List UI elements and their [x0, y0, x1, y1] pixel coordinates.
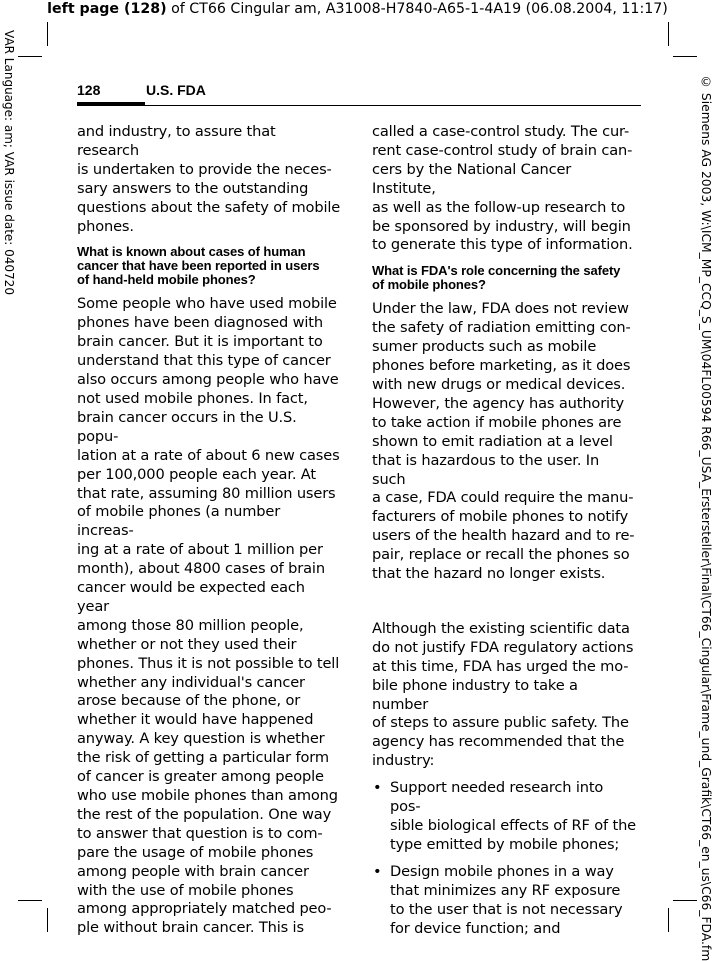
- left-column: [77, 123, 341, 938]
- subheading: What is FDA's role concerning the safety of mobile phones?: [372, 263, 621, 293]
- section-title: U.S. FDA: [146, 82, 206, 98]
- body-paragraph: Although the existing scientific data do not justify FDA regulatory actions at this time, FDA has urged the mo- bile phone industry to take a number of steps to assure public safety. The agency has recommended that the industry:: [372, 619, 634, 770]
- print-job-page-label: left page (128): [47, 1, 167, 17]
- crop-mark: [47, 22, 48, 46]
- print-job-header: [0, 0, 715, 18]
- crop-mark: [668, 22, 669, 46]
- body-paragraph: called a case-control study. The cur- rent case-control study of brain can- cers by the National Cancer Institute, as well as the follow-up research to be sponsored by industry, will begin to generate this type of information.: [372, 123, 633, 254]
- right-column: [372, 123, 636, 938]
- bullet-icon: •: [373, 862, 382, 880]
- side-label-language: VAR Language: am; VAR issue date: 040720: [2, 30, 16, 295]
- crop-mark: [673, 56, 697, 57]
- crop-mark: [47, 908, 48, 932]
- print-job-details: of CT66 Cingular am, A31008-H7840-A65-1-4A19 (06.08.2004, 11:17): [166, 1, 668, 17]
- body-paragraph: and industry, to assure that research is undertaken to provide the neces- sary answers to the outstanding questions about the safety of mobile phones.: [77, 123, 341, 235]
- list-item: • Design mobile phones in a way that minimizes any RF exposure to the user that is not necessary for device function; and: [373, 862, 623, 937]
- body-paragraph: Under the law, FDA does not review the safety of radiation emitting con- sumer products such as mobile phones before marketing, as it does with new drugs or medical devices. However, the agency has authority to take action if mobile phones are shown to emit radiation at a level that is hazardous to the user. In such a case, FDA could require the manu- facturers of mobile phones to notify users of the health hazard and to re- pair, replace or recall the phones so that the hazard no longer exists.: [372, 300, 635, 583]
- crop-mark: [18, 900, 42, 901]
- crop-mark: [668, 908, 669, 932]
- page-number: 128: [77, 82, 101, 98]
- header-rule-thin: [145, 105, 641, 106]
- bullet-icon: •: [373, 779, 382, 797]
- side-label-copyright: © Siemens AG 2003, W:\ICM_MP_CCQ_S_UM\04FL00594 R66_USA_Erstersteller\Final\CT66_Cingular\Frame_und_Grafik\CT66_en_us\C66_FDA.fm: [699, 74, 713, 961]
- subheading: What is known about cases of human cancer that have been reported in users of hand-held mobile phones?: [77, 244, 320, 288]
- body-paragraph: Some people who have used mobile phones have been diagnosed with brain cancer. But it is important to understand that this type of cancer also occurs among people who have not used mobile phones. In fact, brain cancer occurs in the U.S. popu- lation at a rate of about 6 new cases per 100,000 people each year. At that rate, assuming 80 million users of mobile phones (a number increas- ing at a rate of about 1 million per month), about 4800 cases of brain cancer would be expected each year among those 80 million people, whether or not they used their phones. Thus it is not possible to tell whether any individual's cancer arose because of the phone, or whether it would have happened anyway. A key question is whether the risk of getting a particular form of cancer is greater among people who use mobile phones than among the rest of the population. One way to answer that question is to com- pare the usage of mobile phones among people with brain cancer with the use of mobile phones among appropriately matched peo- ple without brain cancer. This is: [77, 295, 340, 937]
- list-item: • Support needed research into pos- sible biological effects of RF of the type emitted by mobile phones;: [373, 779, 637, 853]
- header-rule-thick: [77, 102, 145, 106]
- crop-mark: [18, 56, 42, 57]
- recommendation-list: [372, 779, 636, 938]
- crop-mark: [673, 900, 697, 901]
